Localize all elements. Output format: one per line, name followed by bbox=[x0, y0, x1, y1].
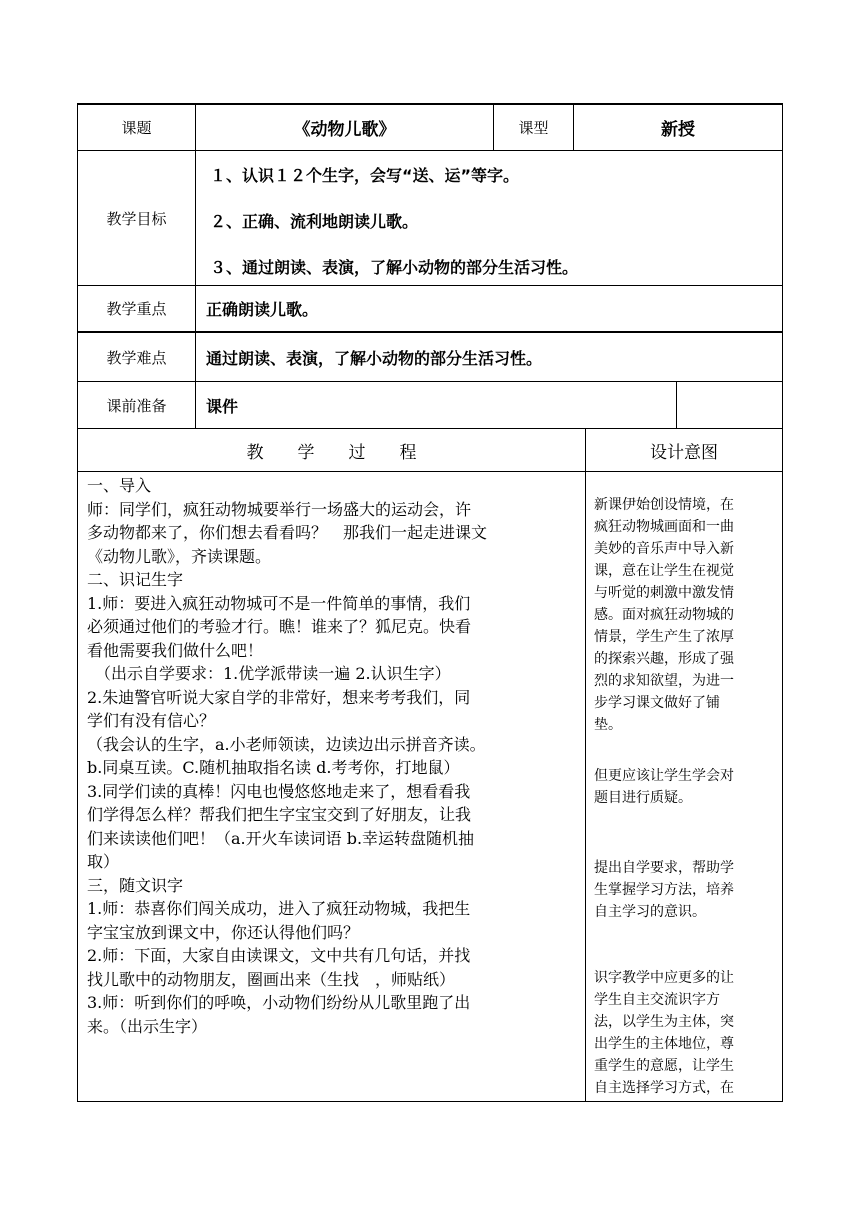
goal-item-3: ３、通过朗读、表演，了解小动物的部分生活习性。 bbox=[210, 258, 579, 277]
design-note-line: 感。面对疯狂动物城的 bbox=[594, 607, 734, 623]
process-line: 一、导入 bbox=[87, 476, 152, 495]
process-line: 字宝宝放到课文中，你还认得他们吗？ bbox=[87, 922, 360, 942]
process-line: 多动物都来了，你们想去看看吗？ 那我们一起走进课文 bbox=[87, 523, 488, 542]
process-line: 取） bbox=[87, 852, 120, 871]
topic-value: 《动物儿歌》 bbox=[293, 120, 396, 140]
design-note bbox=[594, 494, 774, 736]
process-line: 《动物儿歌》，齐读课题。 bbox=[87, 546, 272, 566]
topic-label: 课题 bbox=[121, 119, 152, 137]
goals-label: 教学目标 bbox=[106, 209, 167, 228]
process-line: b.同桌互读。C.随机抽取指名读 d.考考你，打地鼠） bbox=[87, 758, 460, 777]
design-note-line: 情景，学生产生了浓厚 bbox=[594, 629, 734, 645]
design-note-line: 垫。 bbox=[594, 717, 622, 733]
process-line: 必须通过他们的考验才行。瞧！谁来了？狐尼克。快看 bbox=[87, 617, 472, 636]
goal-item-1: １、认识１２个生字，会写“送、运”等字。 bbox=[210, 166, 520, 185]
prep-extra-rule bbox=[676, 381, 677, 428]
process-line: 找儿歌中的动物朋友，圈画出来（生找 ，师贴纸） bbox=[87, 969, 456, 989]
design-note-line: 提出自学要求，帮助学 bbox=[594, 860, 734, 876]
type-value: 新授 bbox=[661, 120, 695, 140]
process-line: 看他需要我们做什么吧！ bbox=[87, 640, 264, 660]
design-note-line: 生掌握学习方法，培养 bbox=[594, 882, 734, 898]
design-note-line: 自主选择学习方式，在 bbox=[594, 1080, 734, 1096]
design-note-line: 与听觉的刺激中激发情 bbox=[594, 585, 734, 601]
difficulty-value: 通过朗读、表演，了解小动物的部分生活习性。 bbox=[206, 348, 543, 368]
process-line: 2.朱迪警官听说大家自学的非常好，想来考考我们，同 bbox=[87, 687, 471, 707]
process-line: 师：同学们，疯狂动物城要举行一场盛大的运动会，许 bbox=[87, 499, 472, 519]
process-header: 教 学 过 程 bbox=[246, 442, 417, 463]
design-note-line: 新课伊始创设情境，在 bbox=[594, 497, 734, 513]
type-label: 课型 bbox=[518, 119, 549, 137]
design-note-line: 但更应该让学生学会对 bbox=[594, 768, 734, 784]
design-note-line: 疯狂动物城画面和一曲 bbox=[594, 519, 734, 535]
design-note-line: 重学生的意愿，让学生 bbox=[594, 1058, 734, 1074]
design-note bbox=[594, 857, 774, 923]
design-note-line: 步学习课文做好了铺 bbox=[594, 695, 720, 711]
table-rule-bottom bbox=[77, 1101, 783, 1102]
process-line: 学们有没有信心？ bbox=[87, 711, 216, 730]
process-line: 们来读读他们吧！（a.开火车读词语 b.幸运转盘随机抽 bbox=[87, 828, 475, 848]
design-note bbox=[594, 765, 774, 809]
process-line: 来。（出示生字） bbox=[87, 1016, 208, 1036]
process-body bbox=[87, 474, 583, 1038]
design-note-line: 学生自主交流识字方 bbox=[594, 992, 720, 1008]
process-line: 3.师：听到你们的呼唤，小动物们纷纷从儿歌里跑了出 bbox=[87, 993, 471, 1012]
process-design-rule bbox=[585, 428, 586, 1101]
design-note-line: 识字教学中应更多的让 bbox=[594, 970, 734, 986]
design-note-line: 烈的求知欲望，为进一 bbox=[594, 673, 734, 689]
design-note-line: 美妙的音乐声中导入新 bbox=[594, 541, 734, 557]
process-line: 二、识记生字 bbox=[87, 570, 184, 589]
label-column-rule bbox=[195, 103, 196, 428]
design-note-line: 出学生的主体地位，尊 bbox=[594, 1036, 734, 1052]
prep-label: 课前准备 bbox=[106, 396, 167, 415]
difficulty-label: 教学难点 bbox=[106, 348, 167, 367]
design-note-line: 题目进行质疑。 bbox=[594, 790, 692, 806]
process-line: （出示自学要求：1.优学派带读一遍 2.认识生字） bbox=[87, 664, 451, 683]
process-line: 1.师：要进入疯狂动物城可不是一件简单的事情，我们 bbox=[87, 593, 471, 613]
prep-value: 课件 bbox=[206, 396, 239, 416]
process-line: 三，随文识字 bbox=[87, 875, 184, 895]
design-note-line: 自主学习的意识。 bbox=[594, 904, 706, 920]
design-header: 设计意图 bbox=[650, 442, 718, 463]
table-border-right bbox=[782, 103, 783, 1102]
focus-label: 教学重点 bbox=[106, 300, 167, 318]
design-note-line: 课，意在让学生在视觉 bbox=[594, 563, 734, 579]
process-line: 1.师：恭喜你们闯关成功，进入了疯狂动物城，我把生 bbox=[87, 899, 471, 918]
process-line: （我会认的生字，a.小老师领读，边读边出示拼音齐读。 bbox=[87, 734, 486, 754]
focus-value: 正确朗读儿歌。 bbox=[206, 300, 319, 319]
design-note bbox=[594, 967, 774, 1099]
design-note-line: 法，以学生为主体，突 bbox=[594, 1014, 734, 1030]
table-rule bbox=[77, 471, 783, 472]
process-line: 们学得怎么样？帮我们把生字宝宝交到了好朋友，让我 bbox=[87, 805, 472, 824]
goal-item-2: ２、正确、流利地朗读儿歌。 bbox=[210, 212, 419, 231]
process-line: 2.师：下面，大家自由读课文，文中共有几句话，并找 bbox=[87, 946, 471, 965]
process-line: 3.同学们读的真棒！闪电也慢悠悠地走来了，想看看我 bbox=[87, 781, 471, 801]
design-note-line: 的探索兴趣，形成了强 bbox=[594, 651, 734, 667]
